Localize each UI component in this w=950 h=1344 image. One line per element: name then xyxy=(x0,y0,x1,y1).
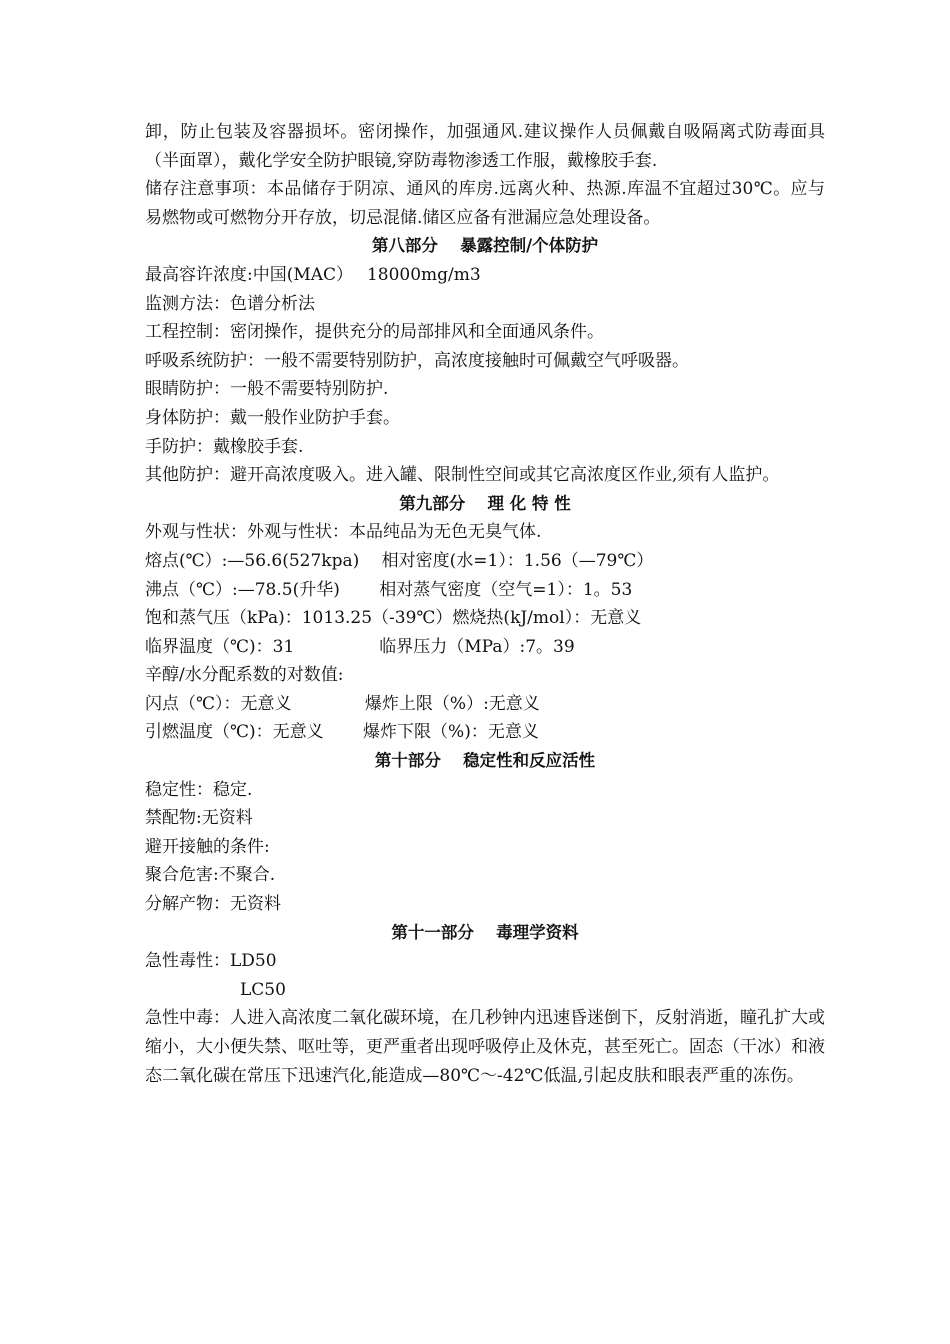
lc50: LC50 xyxy=(240,979,286,1000)
document-page xyxy=(145,118,825,1090)
section-9-heading: 第九部分 理 化 特 性 xyxy=(399,493,571,513)
partition-coefficient: 辛醇/水分配系数的对数值: xyxy=(145,665,344,686)
stability: 稳定性：稳定. xyxy=(145,779,253,800)
eye-protection: 眼睛防护：一般不需要特别防护. xyxy=(145,379,389,400)
body-protection: 身体防护：戴一般作业防护手套。 xyxy=(145,407,400,428)
other-protection: 其他防护：避开高浓度吸入。进入罐、限制性空间或其它高浓度区作业,须有人监护。 xyxy=(145,465,780,486)
melting-point: 熔点(℃）:—56.6(527kpa) 相对密度(水=1）：1.56（—79℃） xyxy=(145,550,654,571)
vapor-pressure: 饱和蒸气压（kPa)：1013.25（-39℃）燃烧热(kJ/mol）：无意义 xyxy=(145,608,642,629)
hand-protection: 手防护：戴橡胶手套. xyxy=(145,436,304,457)
polymerization-hazard: 聚合危害:不聚合. xyxy=(145,865,276,886)
decomposition-products: 分解产物：无资料 xyxy=(145,894,281,915)
acute-poisoning: 急性中毒：人进入高浓度二氧化碳环境，在几秒钟内迅速昏迷倒下，反射消逝，瞳孔扩大或缩小，大小便失禁、呕吐等，更严重者出现呼吸停止及休克，甚至死亡。固态（干冰）和液态二氧化碳在常压下迅速汽化,能造成—80℃～-42℃低温,引起皮肤和眼表严重的冻伤。 xyxy=(145,1008,825,1086)
section-10-heading: 第十部分 稳定性和反应活性 xyxy=(374,751,596,771)
ignition-temperature: 引燃温度（℃)：无意义 爆炸下限（%)：无意义 xyxy=(145,722,539,743)
critical-temperature: 临界温度（℃)：31 临界压力（MPa）:7。39 xyxy=(145,636,575,657)
engineering-control: 工程控制：密闭操作，提供充分的局部排风和全面通风条件。 xyxy=(145,322,604,343)
max-allowable-concentration: 最高容许浓度:中国(MAC） 18000mg/m3 xyxy=(145,264,481,285)
incompatible-materials: 禁配物:无资料 xyxy=(145,808,253,829)
conditions-to-avoid: 避开接触的条件: xyxy=(145,836,270,857)
section-8-heading: 第八部分 暴露控制/个体防护 xyxy=(371,236,599,256)
monitoring-method: 监测方法：色谱分析法 xyxy=(145,293,315,314)
respiratory-protection: 呼吸系统防护：一般不需要特别防护，高浓度接触时可佩戴空气呼吸器。 xyxy=(145,350,689,371)
flash-point: 闪点（℃）：无意义 爆炸上限（%）:无意义 xyxy=(145,693,540,714)
section-11-heading: 第十一部分 毒理学资料 xyxy=(391,922,579,942)
storage-precautions: 储存注意事项：本品储存于阴凉、通风的库房.远离火种、热源.库温不宜超过30℃。应与易燃物或可燃物分开存放，切忌混储.储区应备有泄漏应急处理设备。 xyxy=(145,179,825,228)
boiling-point: 沸点（℃）:—78.5(升华) 相对蒸气密度（空气=1）：1。53 xyxy=(145,579,633,600)
acute-toxicity: 急性毒性：LD50 xyxy=(145,951,277,972)
appearance: 外观与性状：外观与性状：本品纯品为无色无臭气体. xyxy=(145,522,542,543)
handling-precautions-continued: 卸，防止包装及容器损坏。密闭操作，加强通风.建议操作人员佩戴自吸隔离式防毒面具（半面罩），戴化学安全防护眼镜,穿防毒物渗透工作服，戴橡胶手套. xyxy=(145,122,825,171)
